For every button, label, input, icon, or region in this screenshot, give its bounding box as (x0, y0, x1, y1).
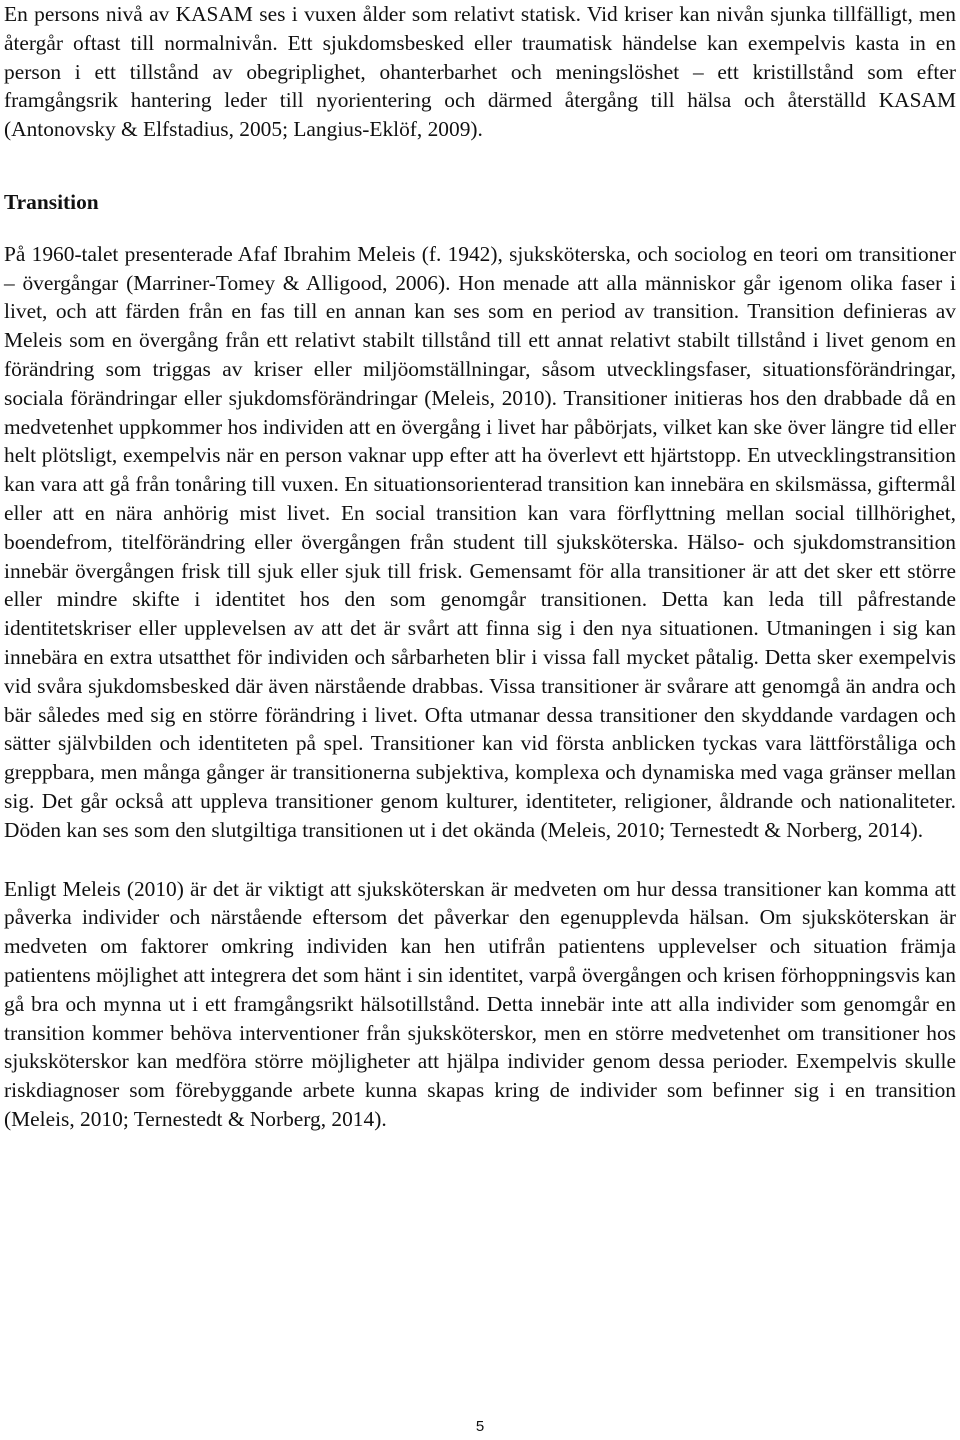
document-page (4, 0, 956, 1134)
paragraph-transition-nursing: Enligt Meleis (2010) är det är viktigt att sjuksköterskan är medveten om hur dessa transitioner kan komma att påverka individer och närstående eftersom det påverkar den egenupplevda hälsan. Om sjuksköterskan är medveten om faktorer omkring individen kan hen utifrån patientens upplevelser och situation främja patientens möjlighet att integrera det som hänt i sin identitet, varpå övergången och krisen förhoppningsvis kan gå bra och mynna ut i ett framgångsrikt hälsotillstånd. Detta innebär inte att alla individer som genomgår en transition kommer behöva interventioner från sjuksköterskor, men en större medvetenhet om transitioner hos sjuksköterskor kan medföra större möjligheter att hjälpa individer genom dessa perioder. Exempelvis skulle riskdiagnoser som förebyggande arbete kunna skapas kring de individer som befinner sig i en transition (Meleis, 2010; Ternestedt & Norberg, 2014). (4, 876, 956, 1131)
paragraph-kasam: En persons nivå av KASAM ses i vuxen ålder som relativt statisk. Vid kriser kan nivån sjunka tillfälligt, men återgår oftast till normalnivån. Ett sjukdomsbesked eller traumatisk händelse kan exempelvis kasta in en person i ett tillstånd av obegriplighet, ohanterbarhet och meningslöshet – ett kristillstånd som efter framgångsrik hantering leder till nyorientering och därmed återgång till hälsa och återställd KASAM (Antonovsky & Elfstadius, 2005; Langius-Eklöf, 2009). (4, 2, 956, 142)
page-number: 5 (475, 1418, 485, 1435)
paragraph-transition-theory: På 1960-talet presenterade Afaf Ibrahim Meleis (f. 1942), sjuksköterska, och sociolog en teori om transitioner – övergångar (Marriner-Tomey & Alligood, 2006). Hon menade att alla människor går igenom olika faser i livet, och att färden från en fas till en annan kan ses som en period av transition. Transition definieras av Meleis som en övergång från ett relativt stabilt tillstånd till ett annat relativt stabilt tillstånd i livet genom en förändring som triggas av kriser eller miljöomställningar, såsom utvecklingsfaser, situationsförändringar, sociala förändringar eller sjukdomsförändringar (Meleis, 2010). Transitioner initieras hos den drabbade då en medvetenhet uppkommer hos individen att en övergång i livet har påbörjats, vilket kan ske över längre tid eller helt plötsligt, exempelvis när en person vaknar upp efter att ha överlevt ett hjärtstopp. En utvecklingstransition kan vara att gå från tonåring till vuxen. En situationsorienterad transition kan innebära en skilsmässa, giftermål eller att en nära anhörig mist livet. En social transition kan vara förflyttning mellan social tillhörighet, boendefrom, titelförändring eller övergången från student till sjuksköterska. Hälso- och sjukdomstransition innebär övergången frisk till sjuk eller sjuk till frisk. Gemensamt för alla transitioner är att det sker ett större eller mindre skifte i identitet hos den som genomgår transitionen. Detta kan leda till påfrestande identitetskriser eller upplevelsen av att det är svårt att finna sig i den nya situationen. Utmaningen i sig kan innebära en extra utsatthet för individen och sårbarheten blir i vissa fall mycket påtalig. Detta sker exempelvis vid svåra sjukdomsbesked där även närstående drabbas. Vissa transitioner är svårare att genomgå än andra och bär således med sig en större förändring i livet. Ofta utmanar dessa transitioner den skyddande vardagen och sätter självbilden och identiteten på spel. Transitioner kan vid första anblicken tyckas vara lättförståliga och greppbara, men många gånger är transitionerna subjektiva, komplexa och dynamiska med vaga gränser mellan sig. Det går också att uppleva transitioner genom kulturer, identiteter, religioner, åldrande och nationaliteter. Döden kan ses som den slutgiltiga transitionen ut i det okända (Meleis, 2010; Ternestedt & Norberg, 2014). (4, 241, 956, 842)
section-heading-transition: Transition (4, 189, 99, 214)
